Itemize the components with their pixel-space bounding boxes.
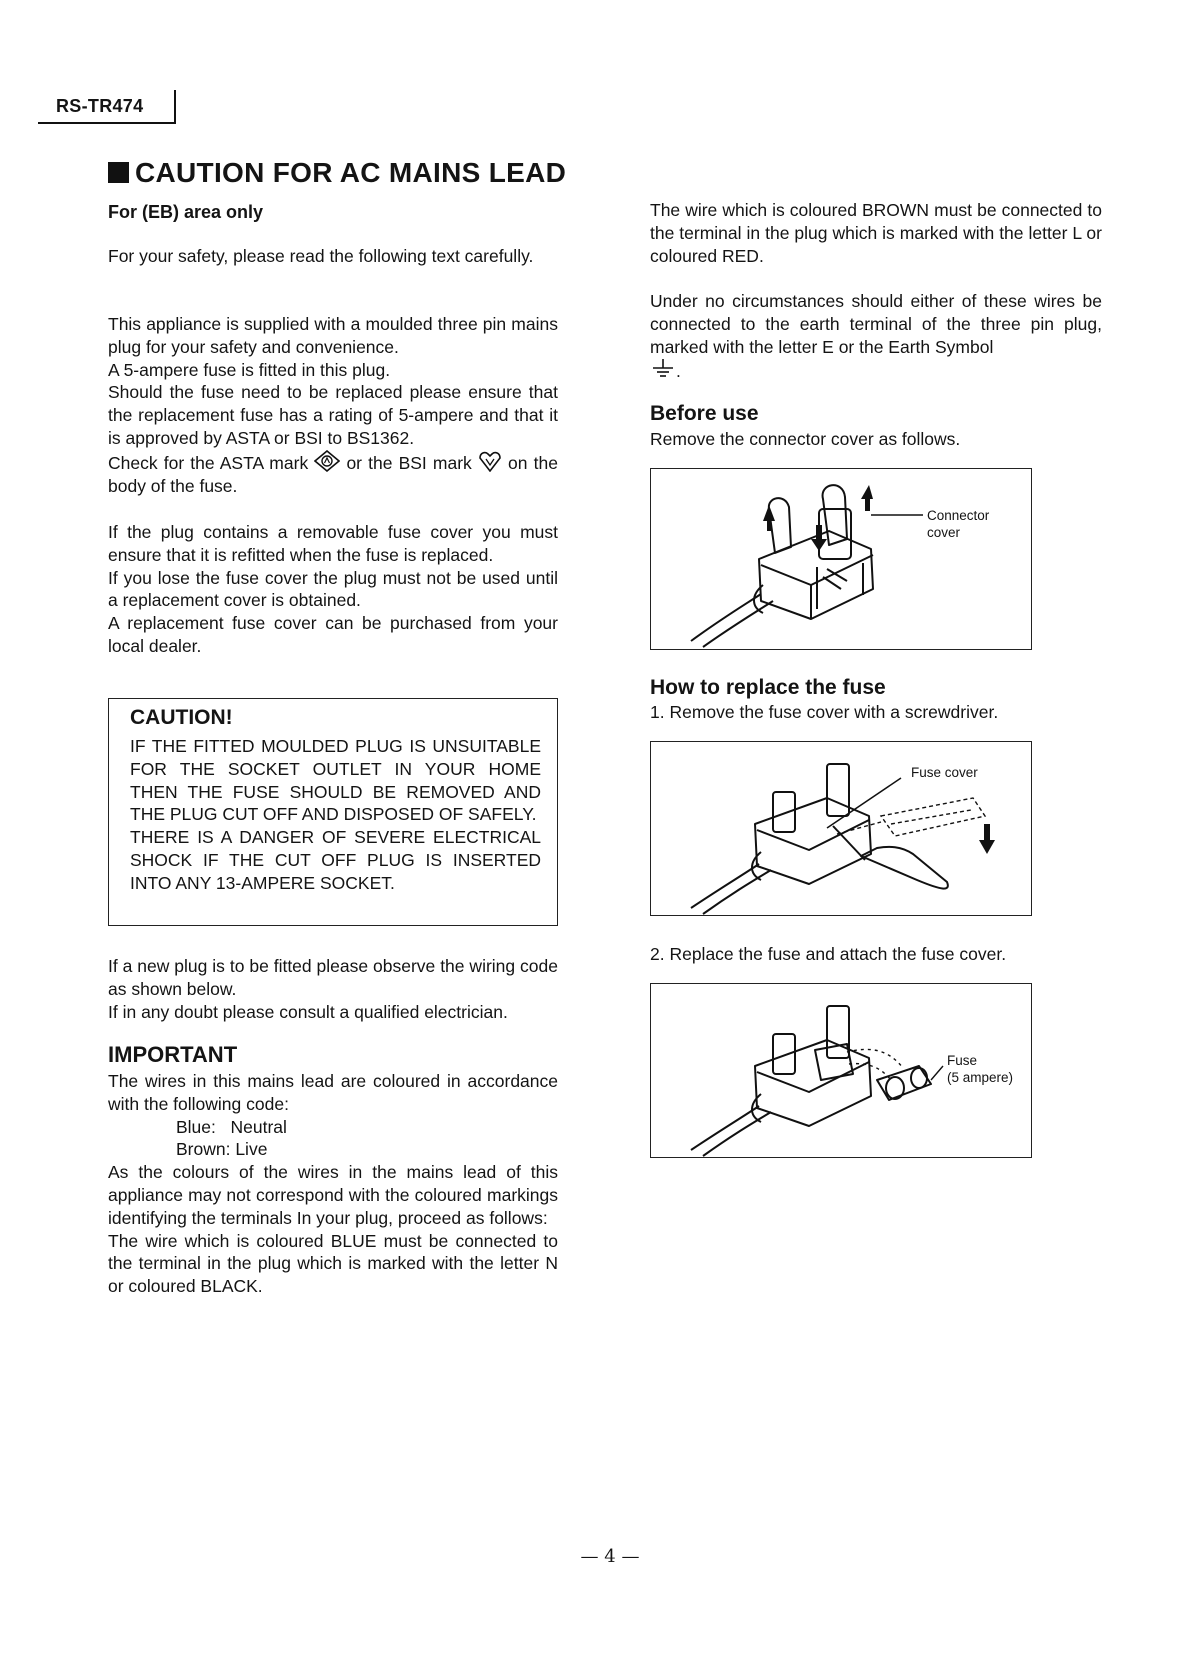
important-heading: IMPORTANT <box>108 1042 238 1067</box>
fuse-text-d <box>108 450 558 498</box>
fuse-cover-text-c: A replacement fuse cover can be purchased from your local dealer. <box>108 613 558 656</box>
before-use-heading: Before use <box>650 402 759 425</box>
square-bullet-icon <box>108 162 129 183</box>
brown-wire-paragraph <box>650 199 1102 267</box>
wire-code-blue: Blue: Neutral <box>176 1116 287 1137</box>
before-use-text: Remove the connector cover as follows. <box>650 429 961 449</box>
important-body <box>108 1070 558 1298</box>
bsi-text: or the BSI mark <box>346 452 472 473</box>
asta-text: Check for the ASTA mark <box>108 452 309 473</box>
new-plug-text-b: If in any doubt please consult a qualified electrician. <box>108 1001 508 1022</box>
brown-wire-text: The wire which is coloured BROWN must be connected to the terminal in the plug which is marked with the letter L or coloured RED. <box>650 200 1102 266</box>
new-plug-paragraph <box>108 955 558 1023</box>
page-number: — 4 — <box>580 1546 640 1567</box>
fuse-label-line-1: Fuse <box>947 1053 978 1068</box>
important-text-2: As the colours of the wires in the mains lead of this appliance may not correspond with the coloured markings identifying the terminals In your plug, proceed as follows: <box>108 1162 558 1228</box>
fuse-text-a: This appliance is supplied with a moulded three pin mains plug for your safety and convenience. <box>108 314 558 357</box>
model-tab <box>38 90 176 124</box>
new-plug-text-a: If a new plug is to be fitted please observe the wiring code as shown below. <box>108 956 558 999</box>
caution-text-1: IF THE FITTED MOULDED PLUG IS UNSUITABLE FOR THE SOCKET OUTLET IN YOUR HOME THEN THE FUSE SHOULD BE REMOVED AND THE PLUG CUT OFF AND DISPOSED OF SAFELY. <box>130 736 541 825</box>
fuse-cover-paragraph <box>108 521 558 658</box>
fuse-body-text: on the body of the fuse. <box>108 452 558 496</box>
fuse-figure <box>650 983 1032 1158</box>
caution-text-2: THERE IS A DANGER OF SEVERE ELECTRICAL SHOCK IF THE CUT OFF PLUG IS INSERTED INTO ANY 13-AMPERE SOCKET. <box>130 827 541 893</box>
connector-cover-label: Connector cover <box>927 508 990 540</box>
fuse-label <box>947 1052 1031 1086</box>
area-subtitle: For (EB) area only <box>108 202 264 222</box>
bsi-kitemark-icon <box>478 450 502 472</box>
earth-text: Under no circumstances should either of these wires be connected to the earth terminal of the three pin plug, marked with the letter E or the Earth Symbol <box>650 291 1102 357</box>
caution-heading: CAUTION! <box>130 706 233 729</box>
caution-body <box>130 735 541 895</box>
step-2-text: 2. Replace the fuse and attach the fuse cover. <box>650 944 1007 964</box>
step-1-text: 1. Remove the fuse cover with a screwdriver. <box>650 702 999 722</box>
asta-mark-icon <box>314 450 340 472</box>
page-title <box>108 157 566 189</box>
fuse-cover-text-b: If you lose the fuse cover the plug must not be used until a replacement cover is obtained. <box>108 567 558 611</box>
page-title-text: CAUTION FOR AC MAINS LEAD <box>135 157 567 188</box>
connector-cover-figure <box>650 468 1032 650</box>
important-text-1: The wires in this mains lead are coloured in accordance with the following code: <box>108 1071 558 1114</box>
model-number: RS-TR474 <box>56 96 144 116</box>
fuse-cover-figure <box>650 741 1032 916</box>
important-text-3: The wire which is coloured BLUE must be connected to the terminal in the plug which is marked with the letter N or coloured BLACK. <box>108 1230 558 1297</box>
fuse-cover-text-a: If the plug contains a removable fuse cover you must ensure that it is refitted when the fuse is replaced. <box>108 522 558 565</box>
intro-text: For your safety, please read the following text carefully. <box>108 246 534 266</box>
fuse-paragraph <box>108 313 558 497</box>
caution-box <box>108 698 558 926</box>
earth-paragraph <box>650 290 1102 383</box>
earth-symbol-icon <box>650 358 676 380</box>
earth-symbol-line: . <box>650 358 1102 383</box>
plug-connector-illustration <box>651 469 1031 649</box>
fuse-label-line-2: (5 ampere) <box>947 1070 1014 1085</box>
fuse-cover-label: Fuse cover <box>911 765 978 780</box>
how-to-heading: How to replace the fuse <box>650 676 886 699</box>
fuse-text-c: Should the fuse need to be replaced please ensure that the replacement fuse has a rating of 5-ampere and that it is approved by ASTA or BSI to BS1362. <box>108 382 558 448</box>
fuse-text-b: A 5-ampere fuse is fitted in this plug. <box>108 359 391 380</box>
intro-paragraph <box>108 245 558 268</box>
wire-code-brown: Brown: Live <box>176 1139 268 1160</box>
